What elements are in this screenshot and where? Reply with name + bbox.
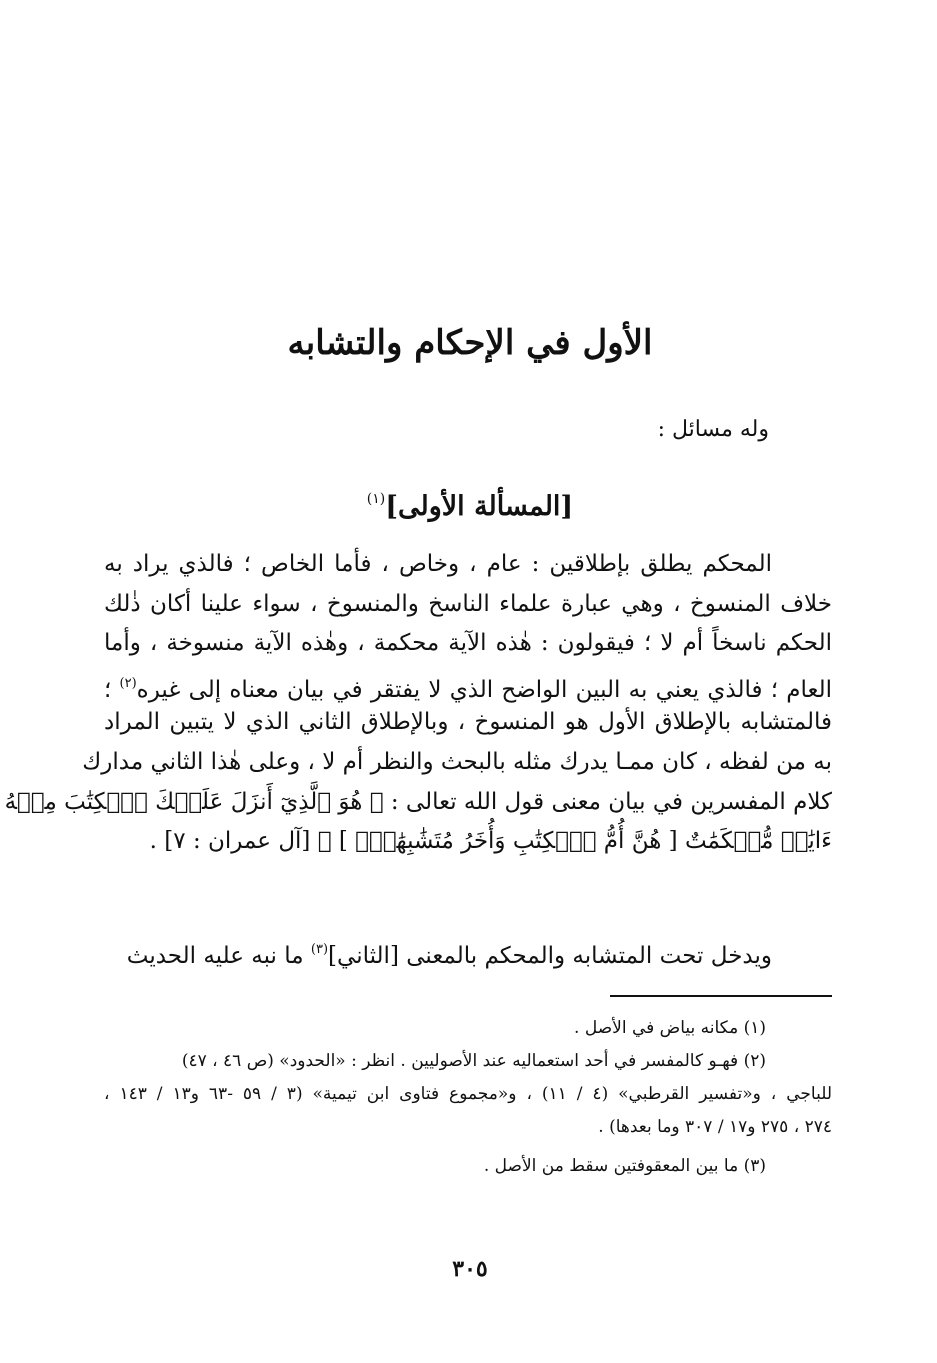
issue-title xyxy=(110,474,830,532)
paragraph-2-end: ما نبه عليه الحديث xyxy=(126,943,311,969)
paragraph-1-line-1: المحكم يطلق بإطلاقين : عام ، وخاص ، فأما الخاص ؛ فالذي يراد به xyxy=(104,551,772,577)
page-number: ٣٠٥ xyxy=(452,1256,488,1282)
footnote-ref-3: (٣) xyxy=(310,942,329,957)
paragraph-1-line-6: به من لفظه ، كان ممـا يدرك مثله بالبحث والنظر أم لا ، وعلى هٰذا الثاني مدارك xyxy=(82,748,832,775)
issue-title-text: [المسألة الأولى] xyxy=(385,491,574,522)
paragraph-1-line-2: خلاف المنسوخ ، وهي عبارة علماء الناسخ والمنسوخ ، سواء علينا أكان ذٰلك xyxy=(104,590,832,617)
paragraph-1-line-4-text: العام ؛ فالذي يعني به البين الواضح الذي لا يفتقر في بيان معناه إلى غيره xyxy=(136,676,833,703)
chapter-intro: وله مسائل : xyxy=(657,417,769,442)
paragraph-1 xyxy=(4,545,833,862)
paragraph-2 xyxy=(104,930,832,976)
footnote-2-line-3: ٢٧٤ ، ٢٧٥ و١٧ / ٣٠٧ وما بعدها) . xyxy=(598,1117,832,1137)
paragraph-1-line-7: كلام المفسرين في بيان معنى قول الله تعالى : ﴿ هُوَ ٱلَّذِيٓ أَنزَلَ عَلَيۡكَ ٱلۡكِتَٰبَ مِنۡهُ xyxy=(4,788,832,815)
paragraph-2-start: ويدخل تحت المتشابه والمحكم بالمعنى [الثاني] xyxy=(328,943,772,969)
footnote-ref-2: (٢) xyxy=(119,675,137,691)
footnote-2-line-1: (٢) فهـو كالمفسر في أحد استعماليه عند الأصوليين . انظر : «الحدود» (ص ٤٦ ، ٤٧) xyxy=(181,1051,766,1071)
footnotes xyxy=(104,1012,832,1183)
footnote-2-line-2: للباجي ، و«تفسير القرطبي» (٤ / ١١) ، و«مجموع فتاوى ابن تيمية» (٣ / ٥٩ -٦٣ و١٣ / ١٤٣ ، xyxy=(104,1084,833,1104)
chapter-title: الأول في الإحكام والتشابه xyxy=(287,323,653,363)
paragraph-1-line-4 xyxy=(104,664,832,704)
footnote-3: (٣) ما بين المعقوفتين سقط من الأصل . xyxy=(483,1156,766,1176)
issue-footnote-ref: (١) xyxy=(366,491,386,507)
paragraph-1-line-3: الحكم ناسخاً أم لا ؛ فيقولون : هٰذه الآية محكمة ، وهٰذه الآية منسوخة ، وأما xyxy=(104,630,832,657)
footnote-divider xyxy=(610,995,832,997)
paragraph-1-line-5: فالمتشابه بالإطلاق الأول هو المنسوخ ، وبالإطلاق الثاني الذي لا يتبين المراد xyxy=(104,709,832,736)
paragraph-1-line-8: ءَايَٰتٞ مُّحۡكَمَٰتٌ [ هُنَّ أُمُّ ٱلۡكِتَٰبِ وَأُخَرُ مُتَشَٰبِهَٰتٞۖ ] ﴾ [آل عمران : ٧] . xyxy=(149,828,832,855)
footnote-1: (١) مكانه بياض في الأصل . xyxy=(574,1018,766,1038)
paragraph-1-line-4-tail: ؛ xyxy=(104,676,120,703)
